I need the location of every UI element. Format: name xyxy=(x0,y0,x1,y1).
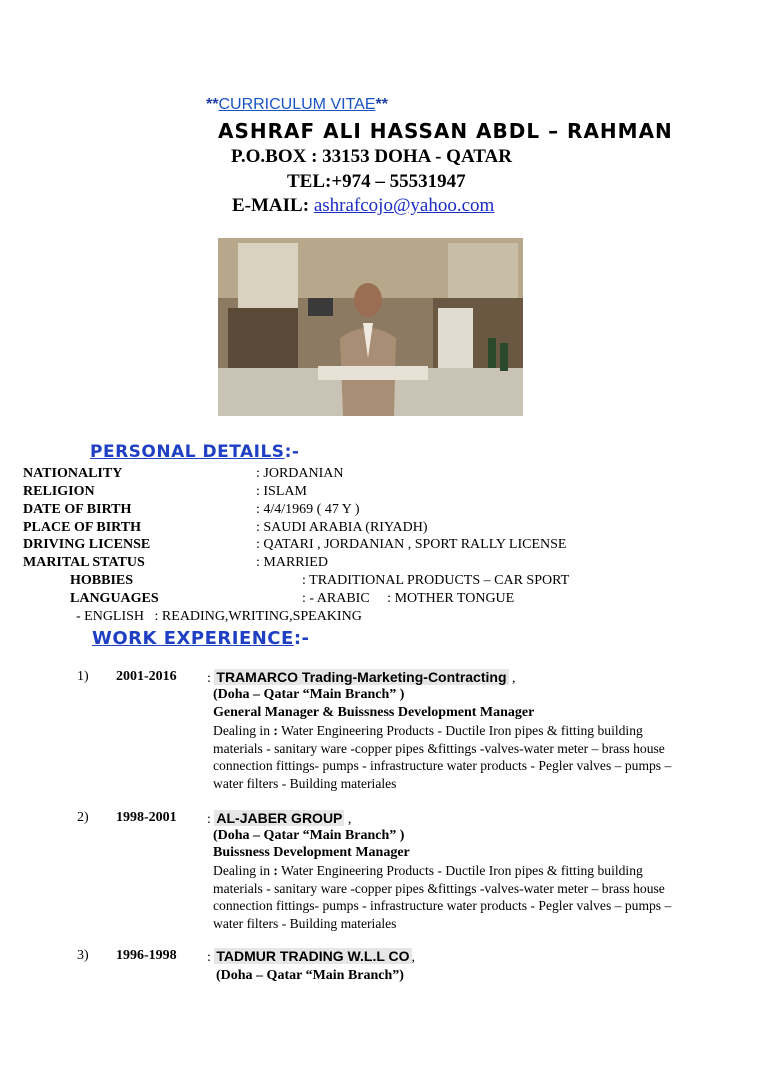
entry-2-branch: (Doha – Qatar “Main Branch” ) xyxy=(213,828,405,843)
dob-label: DATE OF BIRTH xyxy=(23,502,132,517)
dob-value: : 4/4/1969 ( 47 Y ) xyxy=(256,502,360,517)
entry-2-desc-colon: : xyxy=(273,863,278,878)
entry-3-colon: : xyxy=(207,950,211,965)
pob-label: PLACE OF BIRTH xyxy=(23,520,142,535)
cv-title-prefix: ** xyxy=(206,96,219,113)
personal-details-title: PERSONAL DETAILS xyxy=(90,442,285,462)
cv-title-word: CURRICULUM VITAE xyxy=(218,96,376,113)
entry-3-company: TADMUR TRADING W.L.L CO xyxy=(216,948,410,964)
telephone: TEL:+974 – 55531947 xyxy=(287,171,466,192)
entry-2-company-line xyxy=(207,810,351,828)
hobbies-label: HOBBIES xyxy=(70,573,134,588)
entry-2-desc-prefix: Dealing in xyxy=(213,863,274,878)
entry-1-role: General Manager & Buissness Development Manager xyxy=(213,705,535,720)
entry-2-colon: : xyxy=(207,812,211,827)
email-label: E-MAIL: xyxy=(232,195,310,216)
personal-details-heading xyxy=(90,442,299,462)
entry-1-colon: : xyxy=(207,671,211,686)
entry-1-desc-colon: : xyxy=(273,723,278,738)
cv-title xyxy=(206,96,388,114)
hobbies-value: : TRADITIONAL PRODUCTS – CAR SPORT xyxy=(302,573,570,588)
profile-photo xyxy=(218,238,523,416)
entry-2-description xyxy=(213,862,673,932)
entry-2-number: 2) xyxy=(77,810,89,825)
entry-2-company-suffix: , xyxy=(344,812,352,827)
entry-1-desc-prefix: Dealing in xyxy=(213,723,274,738)
entry-3-company-line xyxy=(207,948,415,966)
entry-1-company-line xyxy=(207,669,516,687)
work-experience-heading xyxy=(92,628,310,649)
pob-value: : SAUDI ARABIA (RIYADH) xyxy=(256,520,428,535)
entry-3-company-suffix: , xyxy=(411,950,416,965)
license-value: : QATARI , JORDANIAN , SPORT RALLY LICENSE xyxy=(256,537,567,552)
entry-1-branch: (Doha – Qatar “Main Branch” ) xyxy=(213,687,405,702)
nationality-value: : JORDANIAN xyxy=(256,466,344,481)
languages-label: LANGUAGES xyxy=(70,591,159,606)
entry-1-description xyxy=(213,722,673,792)
english-line: - ENGLISH : READING,WRITING,SPEAKING xyxy=(76,609,362,624)
work-experience-suffix: :- xyxy=(293,628,310,649)
email-link[interactable]: ashrafcojo@yahoo.com xyxy=(313,195,495,216)
entry-1-company-suffix: , xyxy=(508,671,516,686)
entry-1-company: TRAMARCO Trading-Marketing-Contracting xyxy=(216,669,507,685)
entry-2-years: 1998-2001 xyxy=(116,810,177,825)
entry-3-branch: (Doha – Qatar “Main Branch”) xyxy=(216,968,404,983)
religion-label: RELIGION xyxy=(23,484,95,499)
entry-1-number: 1) xyxy=(77,669,89,684)
entry-3-years: 1996-1998 xyxy=(116,948,177,963)
cv-title-suffix: ** xyxy=(375,96,388,113)
entry-3-number: 3) xyxy=(77,948,89,963)
po-box: P.O.BOX : 33153 DOHA - QATAR xyxy=(231,146,512,167)
entry-1-years: 2001-2016 xyxy=(116,669,177,684)
personal-details-suffix: :- xyxy=(284,442,300,462)
license-label: DRIVING LICENSE xyxy=(23,537,151,552)
email-line xyxy=(232,195,494,217)
nationality-label: NATIONALITY xyxy=(23,466,123,481)
languages-value: : - ARABIC : MOTHER TONGUE xyxy=(302,591,515,606)
work-experience-title: WORK EXPERIENCE xyxy=(92,628,294,649)
marital-value: : MARRIED xyxy=(256,555,328,570)
candidate-name: ASHRAF ALI HASSAN ABDL – RAHMAN xyxy=(218,119,673,143)
entry-2-role: Buissness Development Manager xyxy=(213,845,410,860)
entry-2-company: AL-JABER GROUP xyxy=(216,810,343,826)
entry-2-desc-text: Water Engineering Products - Ductile Iron pipes & fitting building materials - sanitary ware -copper pipes &fittings -valves-water meter – brass house connection fittings- pumps - infrastructure water products - Pegler valves – pumps – water filters - Building materiales xyxy=(213,863,672,931)
religion-value: : ISLAM xyxy=(256,484,307,499)
entry-1-desc-text: Water Engineering Products - Ductile Iron pipes & fitting building materials - sanitary ware -copper pipes &fittings -valves-water meter – brass house connection fittings- pumps - infrastructure water products - Pegler valves – pumps – water filters - Building materiales xyxy=(213,723,672,791)
marital-label: MARITAL STATUS xyxy=(23,555,145,570)
